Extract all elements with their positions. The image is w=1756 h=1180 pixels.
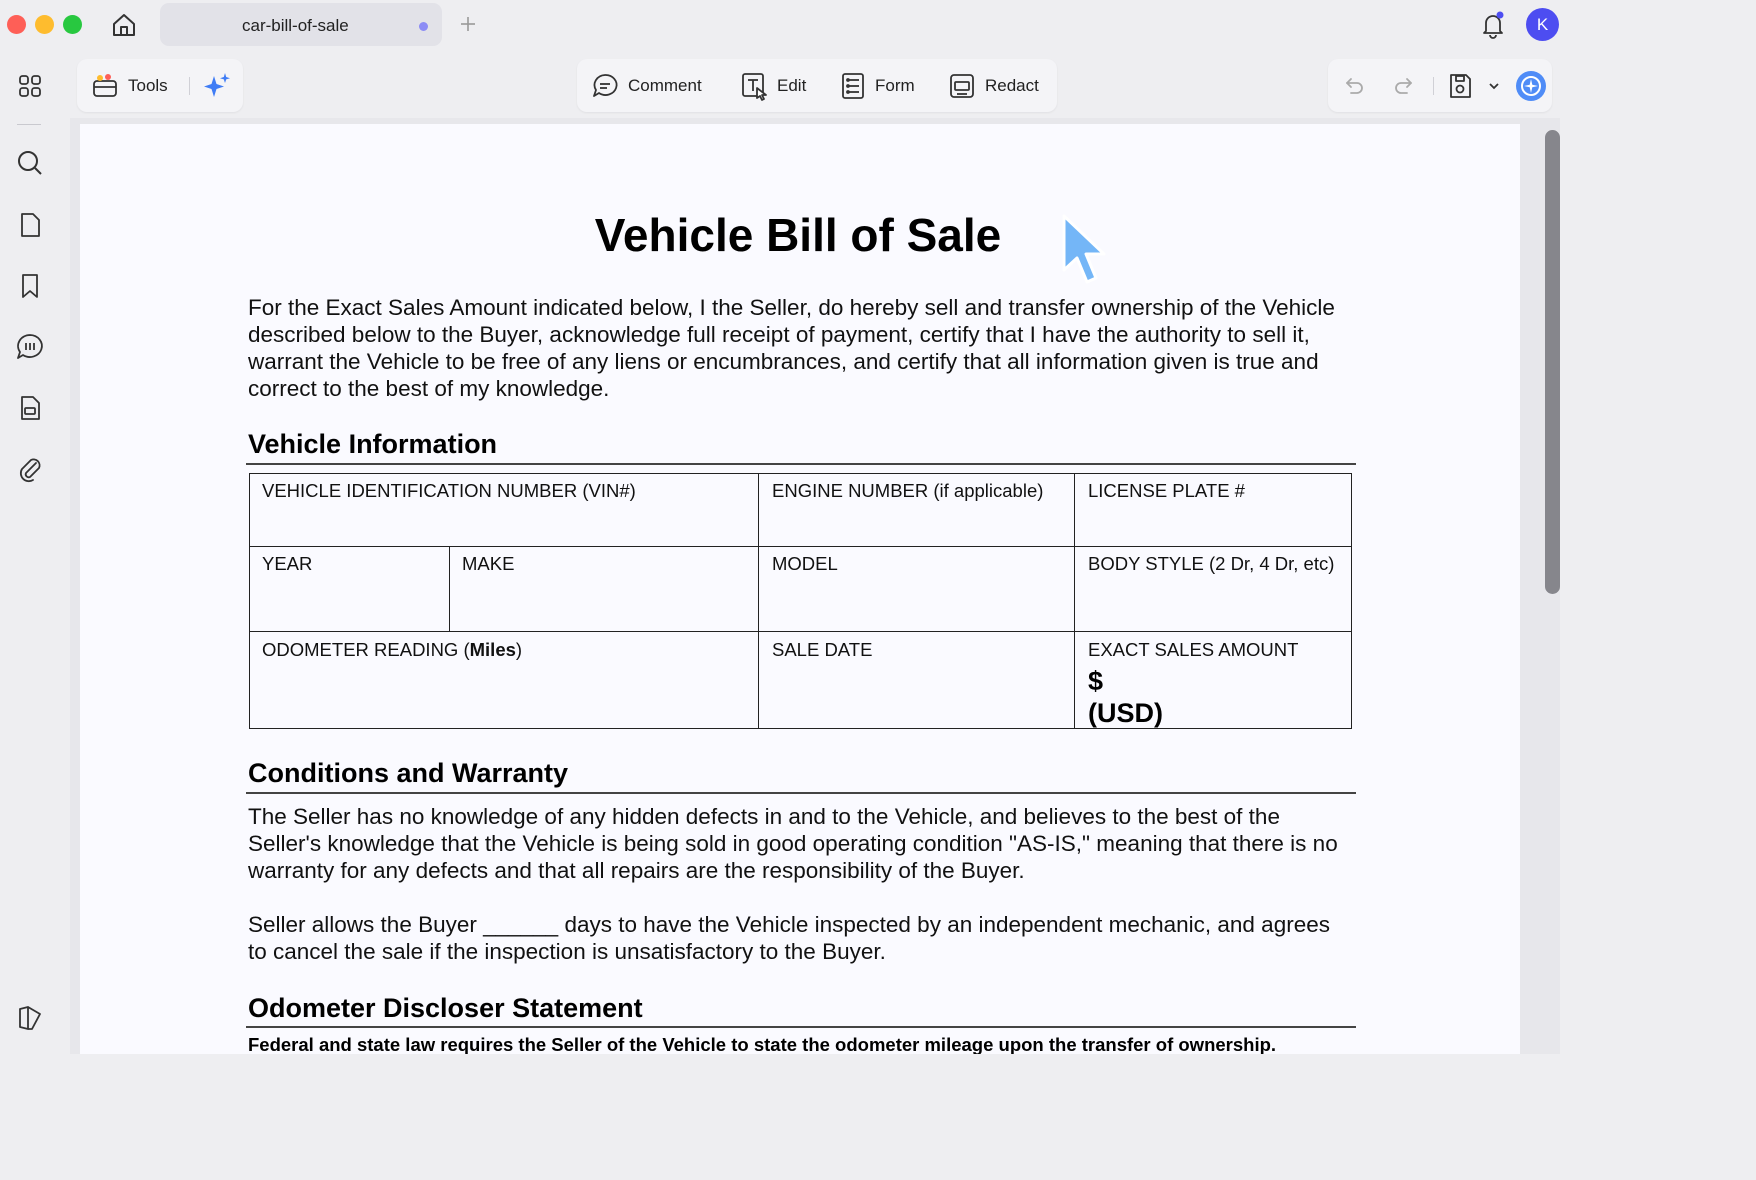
odometer-label-close: )	[515, 639, 523, 660]
odometer-unit: Miles	[469, 639, 516, 660]
unsaved-indicator	[419, 22, 428, 31]
vehicle-information-heading: Vehicle Information	[248, 429, 498, 459]
attachment-icon	[16, 455, 44, 483]
pages-button[interactable]	[12, 207, 48, 243]
redact-label: Redact	[985, 75, 1039, 95]
plus-icon	[459, 15, 477, 33]
comment-label: Comment	[628, 75, 702, 95]
form-fields-button[interactable]	[12, 390, 48, 426]
toolbar-divider	[1433, 77, 1434, 95]
engine-number-field[interactable]: ENGINE NUMBER (if applicable)	[772, 480, 1044, 501]
vertical-scrollbar[interactable]	[1545, 130, 1560, 594]
thumbnails-icon	[17, 73, 43, 99]
toolbox-icon	[91, 72, 119, 100]
table-row-divider	[250, 546, 1351, 547]
tools-label: Tools	[128, 75, 168, 95]
redact-button[interactable]	[948, 67, 1039, 104]
table-column-divider	[1074, 474, 1075, 728]
odometer-label: ODOMETER READING (	[262, 639, 470, 660]
undo-button[interactable]	[1342, 67, 1366, 104]
comments-icon	[15, 332, 45, 362]
home-button[interactable]	[107, 8, 141, 42]
redo-button[interactable]	[1392, 67, 1416, 104]
save-icon	[1447, 72, 1473, 100]
exact-sales-amount-field[interactable]: EXACT SALES AMOUNT	[1088, 639, 1299, 660]
form-button[interactable]	[840, 67, 915, 104]
close-window-button[interactable]	[7, 15, 26, 34]
tools-button[interactable]	[91, 67, 168, 104]
notifications-button[interactable]	[1477, 8, 1509, 42]
minimize-window-button[interactable]	[35, 15, 54, 34]
edit-label: Edit	[777, 75, 807, 95]
mouse-pointer-icon	[1060, 212, 1110, 286]
form-fields-icon	[17, 394, 43, 422]
search-icon	[16, 149, 44, 177]
make-field[interactable]: MAKE	[462, 553, 515, 574]
bookmark-icon	[18, 272, 42, 300]
conditions-warranty-heading: Conditions and Warranty	[248, 758, 569, 788]
odometer-reading-field[interactable]	[262, 639, 522, 661]
vin-field[interactable]: VEHICLE IDENTIFICATION NUMBER (VIN#)	[262, 480, 636, 501]
tools-toolbar-group	[77, 59, 243, 112]
undo-icon	[1342, 74, 1366, 98]
tab-title: car-bill-of-sale	[242, 16, 349, 35]
comments-button[interactable]	[12, 329, 48, 365]
pdf-page	[80, 124, 1520, 1054]
section-divider	[246, 1026, 1356, 1028]
toolbar-divider	[189, 77, 190, 95]
sparkle-icon	[202, 71, 232, 101]
book-icon	[16, 1004, 44, 1032]
edit-modes-toolbar-group	[577, 59, 1057, 112]
search-button[interactable]	[12, 145, 48, 181]
new-tab-button[interactable]	[455, 10, 481, 38]
thumbnails-button[interactable]	[12, 68, 48, 104]
document-title: Vehicle Bill of Sale	[594, 209, 1002, 261]
pages-icon	[17, 211, 43, 239]
left-sidebar	[0, 52, 62, 1054]
license-plate-field[interactable]: LICENSE PLATE #	[1088, 480, 1245, 501]
save-button[interactable]	[1447, 67, 1473, 104]
section-divider	[246, 463, 1356, 465]
odometer-disclosure-text: Federal and state law requires the Seller of the Vehicle to state the odometer mileage upon the transfer of ownership.	[248, 1034, 1277, 1054]
body-style-field[interactable]: BODY STYLE (2 Dr, 4 Dr, etc)	[1088, 553, 1335, 574]
attachments-button[interactable]	[12, 451, 48, 487]
document-tab[interactable]	[160, 3, 442, 46]
table-row-divider	[250, 631, 1351, 632]
edit-button[interactable]	[740, 67, 806, 104]
home-icon	[110, 11, 138, 39]
conditions-paragraph: The Seller has no knowledge of any hidden defects in and to the Vehicle, and believes to the best of the Seller's knowledge that the Vehicle is being sold in good operating condition "AS-IS," meaning that there is no warranty for any defects and that all repairs are the responsibility of the Buyer.	[248, 804, 1338, 883]
vehicle-information-table	[249, 473, 1352, 729]
bookmarks-button[interactable]	[12, 268, 48, 304]
table-column-divider	[449, 546, 450, 631]
sidebar-divider	[17, 124, 41, 125]
bell-icon	[1479, 10, 1507, 40]
currency-symbol: $	[1088, 666, 1104, 696]
form-icon	[840, 72, 866, 100]
model-field[interactable]: MODEL	[772, 553, 838, 574]
comment-button[interactable]	[591, 67, 702, 104]
odometer-disclosure-heading: Odometer Discloser Statement	[248, 993, 643, 1023]
ai-assistant-button[interactable]	[202, 67, 232, 104]
avatar[interactable]: K	[1526, 8, 1559, 41]
save-options-dropdown[interactable]	[1487, 67, 1501, 104]
chevron-down-icon	[1487, 79, 1501, 93]
ai-assistant-icon	[1515, 70, 1547, 102]
zoom-window-button[interactable]	[63, 15, 82, 34]
redo-icon	[1392, 74, 1416, 98]
form-label: Form	[875, 75, 915, 95]
sale-date-field[interactable]: SALE DATE	[772, 639, 873, 660]
ai-chat-button[interactable]	[1515, 67, 1547, 104]
section-divider	[246, 792, 1356, 794]
inspection-paragraph: Seller allows the Buyer ______ days to have the Vehicle inspected by an independent mechanic, and agrees to cancel the sale if the inspection is unsatisfactory to the Buyer.	[248, 912, 1330, 964]
redact-icon	[948, 72, 976, 100]
title-bar	[0, 0, 1568, 52]
currency-code: (USD)	[1088, 698, 1163, 728]
intro-paragraph: For the Exact Sales Amount indicated below, I the Seller, do hereby sell and transfer ownership of the Vehicle described below to the Buyer, acknowledge full receipt of payment, certify that I have the authority to sell it, warrant the Vehicle to be free of any liens or encumbrances, and certify that all information given is true and correct to the best of my knowledge.	[248, 295, 1335, 401]
reading-mode-button[interactable]	[12, 1000, 48, 1036]
edit-text-icon	[740, 71, 768, 101]
history-toolbar-group	[1328, 59, 1552, 112]
table-column-divider	[758, 474, 759, 728]
comment-icon	[591, 72, 619, 100]
year-field[interactable]: YEAR	[262, 553, 313, 574]
